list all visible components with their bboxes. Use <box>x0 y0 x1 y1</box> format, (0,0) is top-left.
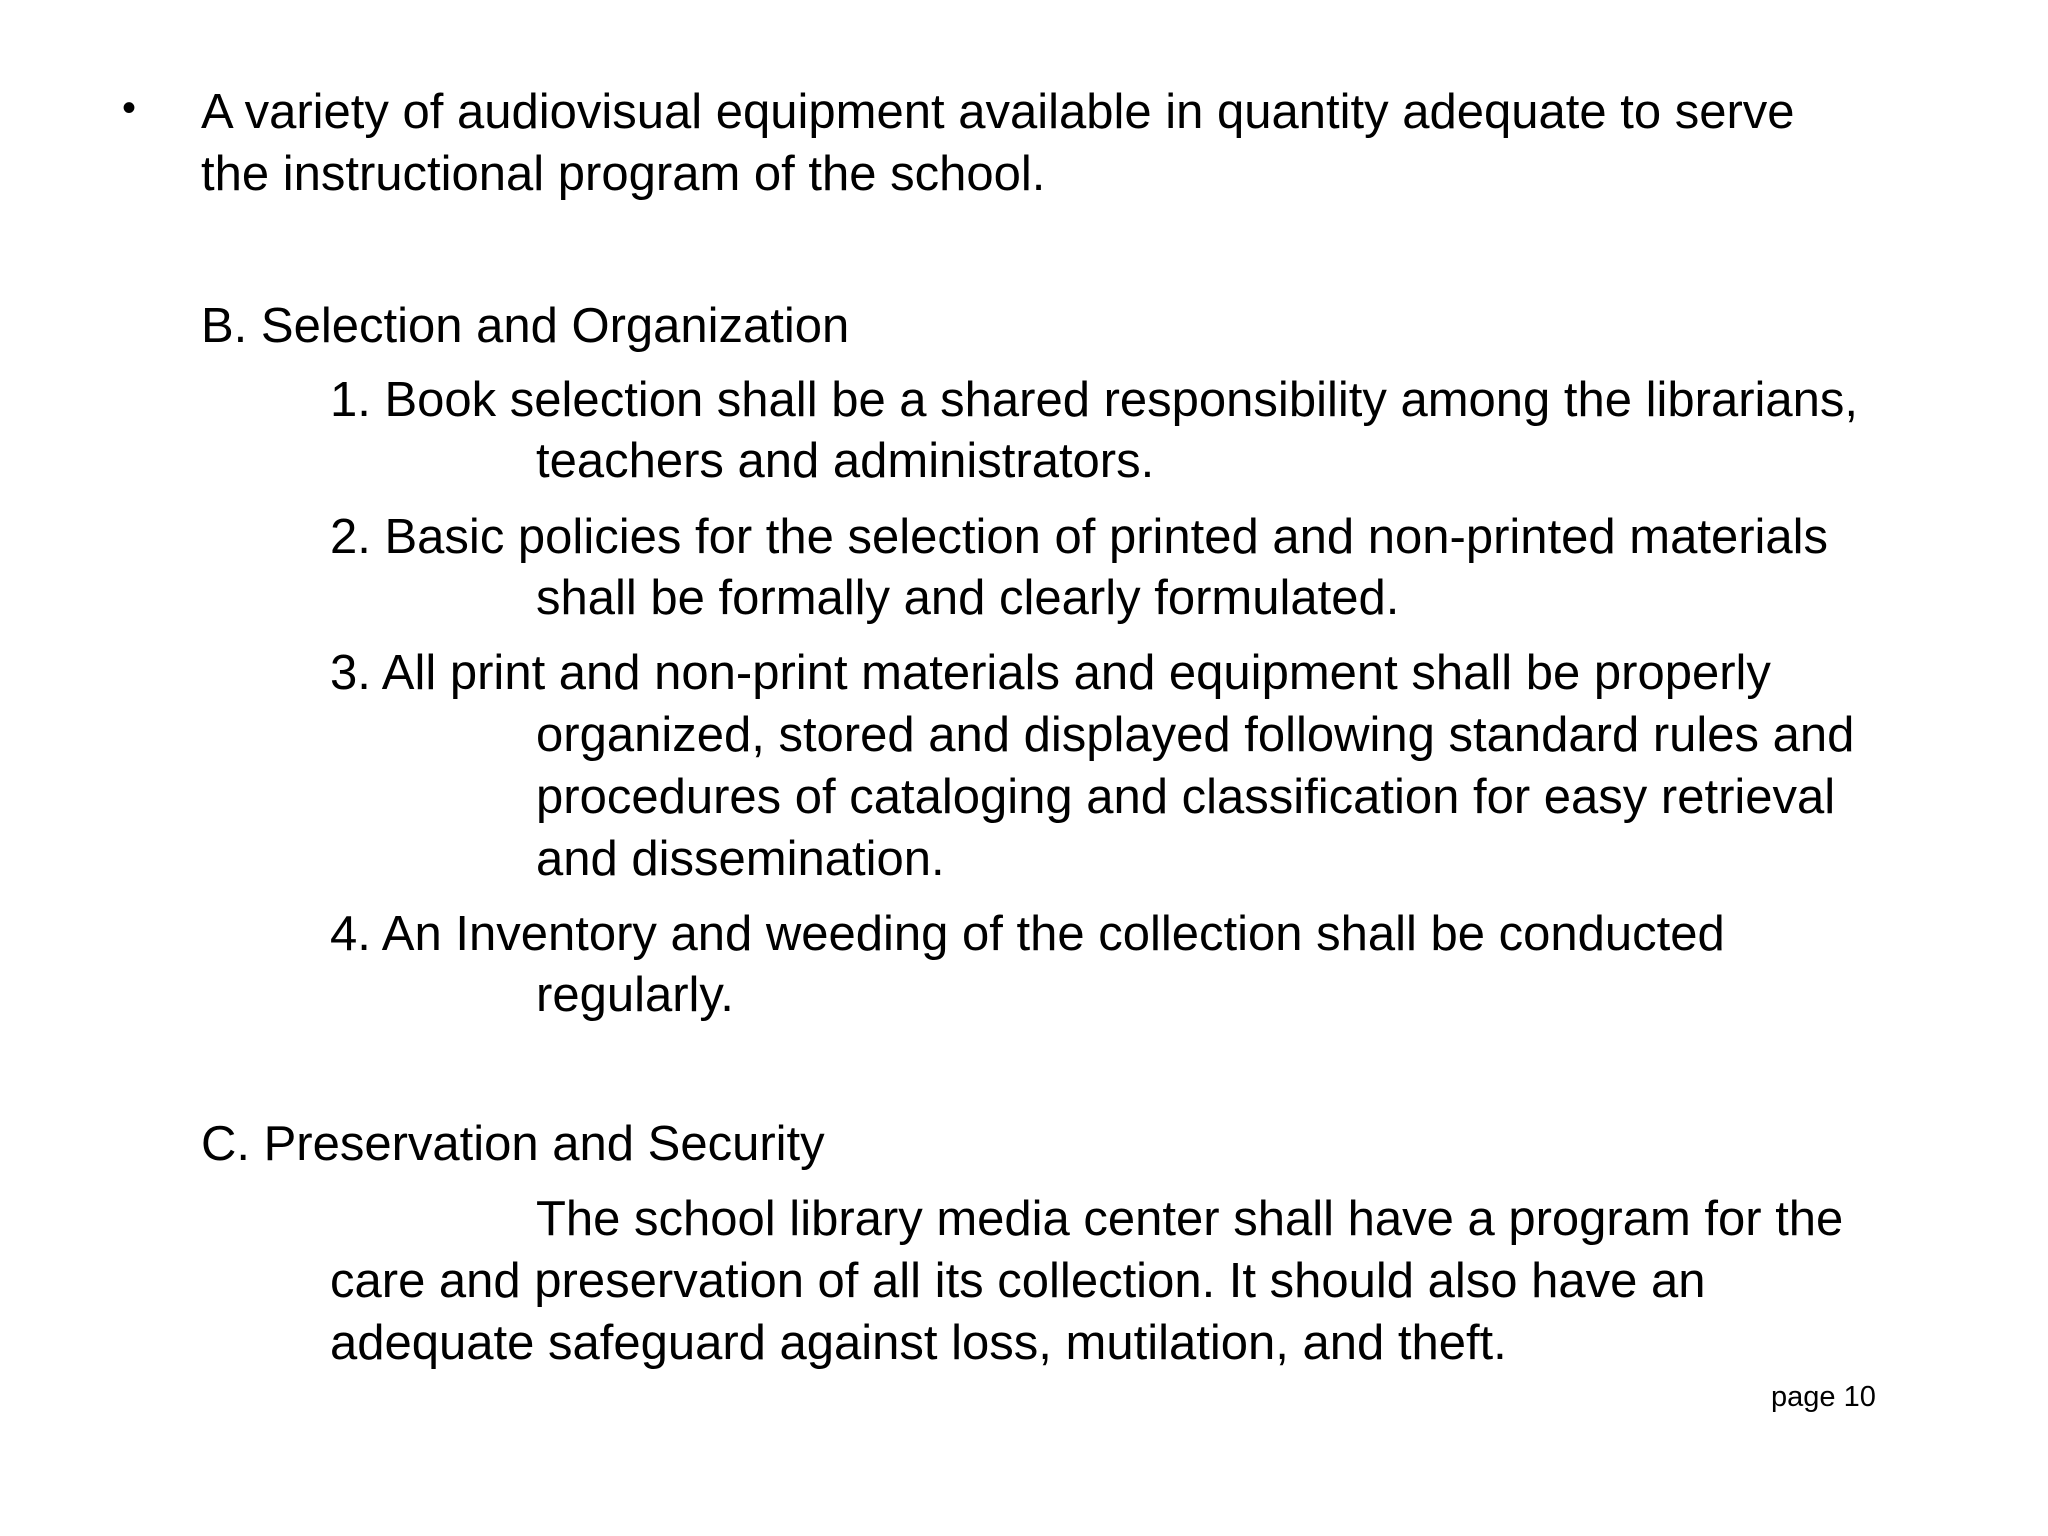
item-4-line-2: regularly. <box>536 968 734 1022</box>
bullet-text-line-1: A variety of audiovisual equipment available in quantity adequate to serve <box>201 85 1795 139</box>
item-3-line-3: procedures of cataloging and classification for easy retrieval <box>536 770 1836 824</box>
item-4-line-1 <box>330 904 1725 964</box>
section-c-paragraph-line-3: adequate safeguard against loss, mutilation, and theft. <box>330 1316 1507 1370</box>
item-1-text: Book selection shall be a shared responsibility among the librarians, <box>384 373 1859 427</box>
item-1-line-2: teachers and administrators. <box>536 434 1155 488</box>
item-1-line-1 <box>330 370 1858 430</box>
section-c-paragraph-line-1: The school library media center shall have a program for the <box>536 1192 1844 1246</box>
item-3-text: All print and non-print materials and equipment shall be properly <box>381 646 1771 700</box>
item-3-line-1 <box>330 643 1771 703</box>
item-3-line-4: and dissemination. <box>536 832 945 886</box>
item-1-number: 1. <box>330 373 371 427</box>
page-number: page 10 <box>1771 1381 1876 1413</box>
item-2-line-1 <box>330 507 1828 567</box>
bullet-text-line-2: the instructional program of the school. <box>201 147 1046 201</box>
section-c-heading: C. Preservation and Security <box>201 1117 825 1171</box>
item-4-text: An Inventory and weeding of the collection shall be conducted <box>381 907 1725 961</box>
item-2-line-2: shall be formally and clearly formulated. <box>536 571 1400 625</box>
item-4-number: 4. <box>330 907 371 961</box>
item-3-line-2: organized, stored and displayed following standard rules and <box>536 708 1855 762</box>
section-c-paragraph-line-2: care and preservation of all its collection. It should also have an <box>330 1254 1706 1308</box>
item-2-number: 2. <box>330 510 371 564</box>
item-3-number: 3. <box>330 646 371 700</box>
bullet-icon: • <box>122 86 137 130</box>
item-2-text: Basic policies for the selection of printed and non-printed materials <box>384 510 1829 564</box>
section-b-heading: B. Selection and Organization <box>201 299 850 353</box>
